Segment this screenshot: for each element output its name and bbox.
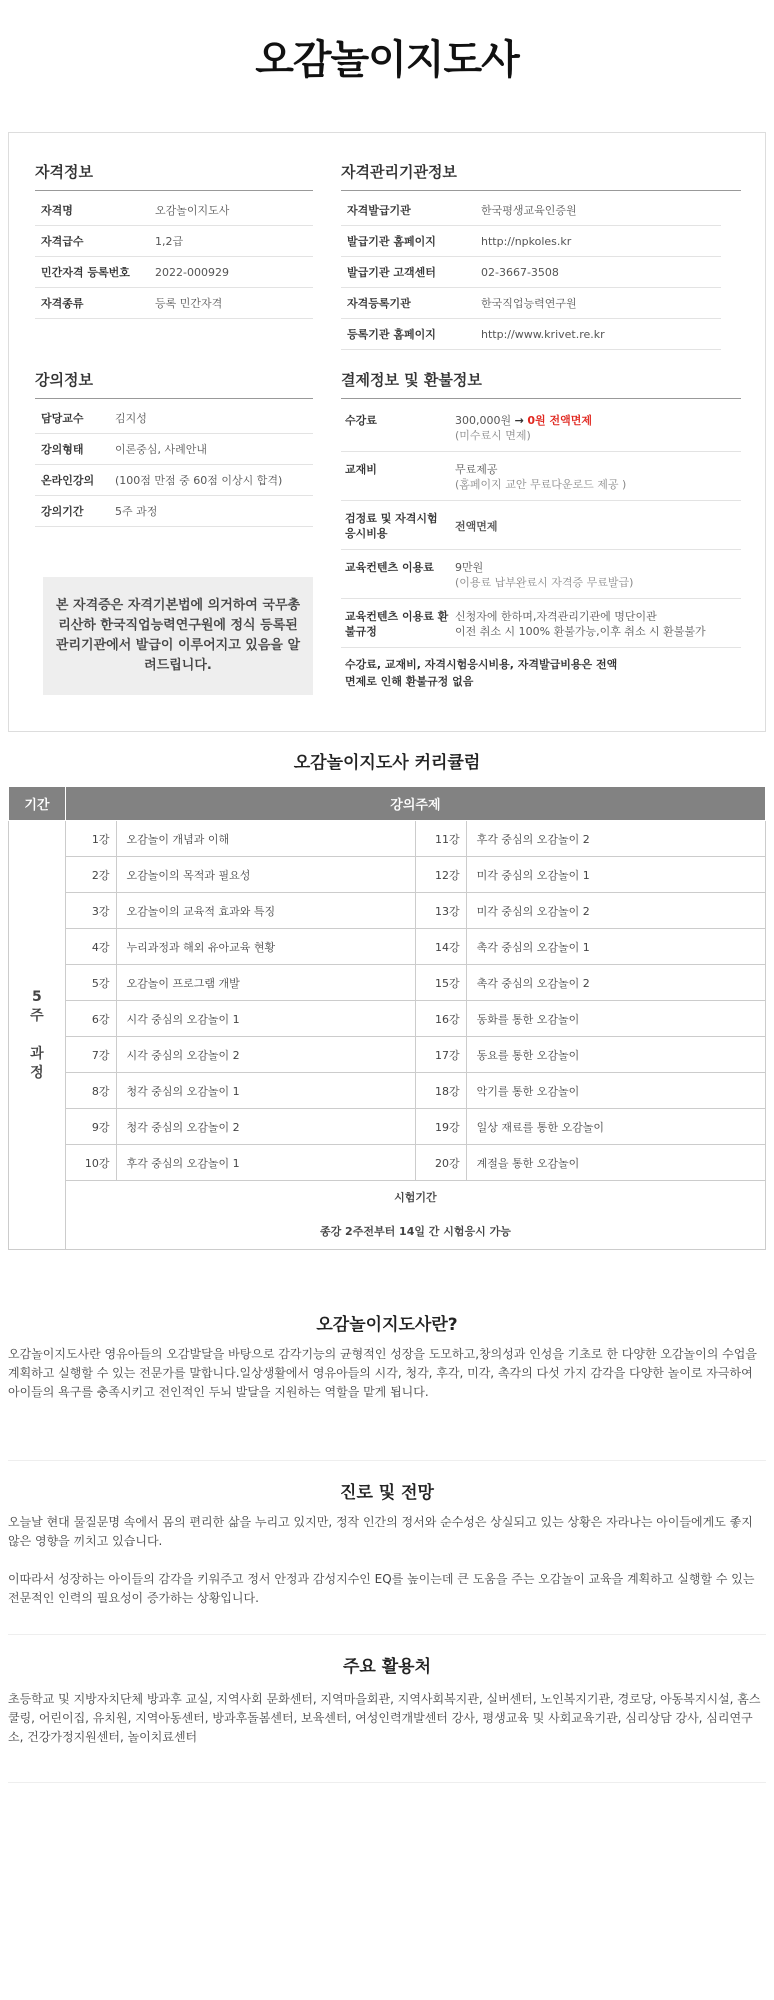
lecture-topic: 오감놀이의 목적과 필요성	[116, 857, 415, 893]
agency-key: 발급기관 고객센터	[347, 266, 436, 279]
material-main: 무료제공	[455, 463, 498, 476]
payment-table	[341, 403, 741, 698]
agency-key: 등록기관 홈페이지	[347, 328, 436, 341]
topic-header: 강의주제	[65, 787, 765, 821]
lecture-number: 10강	[65, 1145, 116, 1181]
lecture-value: 5주 과정	[115, 505, 158, 518]
lecture-section-title: 강의정보	[35, 369, 313, 399]
divider	[8, 1782, 766, 1783]
exam-fee-value: 전액면제	[455, 519, 498, 533]
content-fee-row	[341, 550, 741, 599]
content-fee-main: 9만원	[455, 561, 484, 574]
table-row	[9, 1001, 766, 1037]
lecture-number: 15강	[415, 965, 466, 1001]
agency-table	[341, 195, 721, 350]
table-row	[9, 857, 766, 893]
material-row	[341, 452, 741, 501]
curriculum-table	[8, 786, 766, 1250]
agency-row	[341, 226, 721, 257]
cert-key: 민간자격 등록번호	[41, 266, 130, 279]
lecture-topic: 동화를 통한 오감놀이	[466, 1001, 765, 1037]
lecture-value: 김지성	[115, 412, 147, 425]
cert-key: 자격급수	[41, 235, 84, 248]
lecture-row	[35, 465, 313, 496]
content-fee-note: (이용료 납부완료시 자격증 무료발급)	[455, 576, 634, 589]
refund-key: 교육컨텐츠 이용료 환불규정	[345, 610, 449, 638]
payment-section-title: 결제정보 및 환불정보	[341, 369, 741, 399]
material-note: (홈페이지 교안 무료다운로드 제공 )	[455, 478, 627, 491]
material-value	[455, 462, 741, 492]
lecture-topic: 악기를 통한 오감놀이	[466, 1073, 765, 1109]
agency-homepage-link[interactable]: http://npkoles.kr	[481, 234, 572, 248]
cert-table	[35, 195, 313, 319]
content-fee-value	[455, 560, 741, 590]
cert-value: 오감놀이지도사	[155, 204, 230, 217]
agency-value: 한국평생교육인증원	[481, 204, 577, 217]
lecture-topic: 후각 중심의 오감놀이 1	[116, 1145, 415, 1181]
exam-title: 시험기간	[394, 1191, 437, 1204]
agency-key: 발급기관 홈페이지	[347, 235, 436, 248]
certification-notice: 본 자격증은 자격기본법에 의거하여 국무총리산하 한국직업능력연구원에 정식 등록된 관리기관에서 발급이 이루어지고 있음을 알려드립니다.	[43, 577, 313, 695]
registry-homepage-link[interactable]: http://www.krivet.re.kr	[481, 327, 605, 341]
table-row	[9, 1109, 766, 1145]
cert-key: 자격명	[41, 204, 73, 217]
curriculum-header-row	[9, 787, 766, 821]
lecture-number: 3강	[65, 893, 116, 929]
lecture-topic: 오감놀이 프로그램 개발	[116, 965, 415, 1001]
content-fee-key: 교육컨텐츠 이용료	[345, 561, 434, 574]
lecture-number: 2강	[65, 857, 116, 893]
lecture-topic: 누리과정과 해외 유아교육 현황	[116, 929, 415, 965]
period-header: 기간	[9, 787, 66, 821]
table-row	[9, 893, 766, 929]
agency-key: 자격등록기관	[347, 297, 411, 310]
lecture-topic: 시각 중심의 오감놀이 1	[116, 1001, 415, 1037]
period-cell: 5 주 과 정	[9, 821, 66, 1250]
exam-fee-row	[341, 501, 741, 550]
lecture-number: 5강	[65, 965, 116, 1001]
career-paragraph-1: 오늘날 현대 물질문명 속에서 몸의 편리한 삶을 누리고 있지만, 정작 인간의 정서와 순수성은 상실되고 있는 상황은 자라나는 아이들에게도 좋지 않은 영향을 끼치고 있습니다.	[8, 1515, 753, 1548]
exam-row	[9, 1181, 766, 1250]
lecture-row	[35, 434, 313, 465]
table-row	[9, 929, 766, 965]
lecture-topic: 청각 중심의 오감놀이 1	[116, 1073, 415, 1109]
lecture-number: 12강	[415, 857, 466, 893]
lecture-key: 강의형태	[41, 443, 84, 456]
about-body: 오감놀이지도사란 영유아들의 오감발달을 바탕으로 감각기능의 균형적인 성장을 도모하고,창의성과 인성을 기초로 한 다양한 오감놀이의 수업을 계획하고 실행할 수 있는 전문가를 말합니다.일상생활에서 영유아들의 시각, 청각, 후각, 미각, 촉각의 다섯 가지 감각을 다양한 놀이로 자극하여 아이들의 욕구를 충족시키고 전인적인 두뇌 발달을 지원하는 역할을 맡게 됩니다.	[8, 1347, 757, 1399]
tuition-note: (미수료시 면제)	[455, 429, 531, 442]
refund-row	[341, 599, 741, 648]
lecture-number: 4강	[65, 929, 116, 965]
arrow-icon: →	[514, 414, 524, 427]
curriculum-title: 오감놀이지도사 커리큘럼	[293, 753, 481, 773]
lecture-topic: 일상 재료를 통한 오감놀이	[466, 1109, 765, 1145]
cert-value: 2022-000929	[155, 265, 229, 279]
lecture-topic: 오감놀이 개념과 이해	[116, 821, 415, 857]
lecture-number: 6강	[65, 1001, 116, 1037]
tuition-value	[455, 413, 741, 443]
table-row	[9, 1073, 766, 1109]
lecture-key: 온라인강의	[41, 474, 95, 487]
refund-line-2: 이전 취소 시 100% 환불가능,이후 취소 시 환불불가	[455, 625, 706, 638]
material-key: 교재비	[345, 463, 377, 476]
lecture-number: 20강	[415, 1145, 466, 1181]
lecture-number: 17강	[415, 1037, 466, 1073]
cert-key: 자격종류	[41, 297, 84, 310]
lecture-number: 7강	[65, 1037, 116, 1073]
career-paragraph-2: 이따라서 성장하는 아이들의 감각을 키워주고 정서 안정과 감성지수인 EQ를 높이는데 큰 도움을 주는 오감놀이 교육을 계획하고 실행할 수 있는 전문적인 인력의 필요성이 증가하는 상황입니다.	[8, 1572, 755, 1605]
lecture-topic: 미각 중심의 오감놀이 2	[466, 893, 765, 929]
cert-row	[35, 257, 313, 288]
table-row	[9, 1037, 766, 1073]
agency-value: 02-3667-3508	[481, 265, 559, 279]
agency-key: 자격발급기관	[347, 204, 411, 217]
lecture-number: 18강	[415, 1073, 466, 1109]
lecture-number: 16강	[415, 1001, 466, 1037]
cert-value: 1,2급	[155, 235, 184, 248]
divider	[8, 1460, 766, 1461]
cert-section-title: 자격정보	[35, 161, 313, 191]
lecture-row	[35, 403, 313, 434]
exam-fee-key: 검정료 및 자격시험 응시비용	[345, 512, 438, 540]
lecture-key: 담당교수	[41, 412, 84, 425]
cert-row	[35, 195, 313, 226]
lecture-topic: 계절을 통한 오감놀이	[466, 1145, 765, 1181]
tuition-key: 수강료	[345, 414, 377, 427]
lecture-topic: 미각 중심의 오감놀이 1	[466, 857, 765, 893]
table-row	[9, 1145, 766, 1181]
agency-row	[341, 288, 721, 319]
exam-description: 종강 2주전부터 14일 간 시험응시 가능	[319, 1225, 511, 1238]
tuition-row	[341, 403, 741, 452]
agency-section-title: 자격관리기관정보	[341, 161, 741, 191]
refund-value	[455, 609, 741, 639]
lecture-row	[35, 496, 313, 527]
lecture-number: 19강	[415, 1109, 466, 1145]
payment-footer: 수강료, 교재비, 자격시험응시비용, 자격발급비용은 전액면제로 인해 환불규정 없음	[345, 658, 618, 688]
agency-row	[341, 257, 721, 288]
cert-row	[35, 226, 313, 257]
lecture-topic: 시각 중심의 오감놀이 2	[116, 1037, 415, 1073]
lecture-number: 14강	[415, 929, 466, 965]
tuition-price: 300,000원	[455, 414, 512, 427]
lecture-topic: 청각 중심의 오감놀이 2	[116, 1109, 415, 1145]
exam-cell	[65, 1181, 765, 1250]
cert-row	[35, 288, 313, 319]
page-title: 오감놀이지도사	[255, 37, 519, 83]
agency-row	[341, 319, 721, 350]
table-row	[9, 965, 766, 1001]
lecture-number: 8강	[65, 1073, 116, 1109]
lecture-number: 9강	[65, 1109, 116, 1145]
tuition-free: 0원 전액면제	[527, 414, 592, 427]
lecture-table	[35, 403, 313, 527]
table-row	[9, 821, 766, 857]
lecture-value: 이론중심, 사례안내	[115, 443, 208, 456]
agency-row	[341, 195, 721, 226]
lecture-topic: 동요를 통한 오감놀이	[466, 1037, 765, 1073]
divider	[8, 1634, 766, 1635]
info-box	[8, 132, 766, 732]
lecture-topic: 후각 중심의 오감놀이 2	[466, 821, 765, 857]
lecture-key: 강의기간	[41, 505, 84, 518]
usage-body: 초등학교 및 지방자치단체 방과후 교실, 지역사회 문화센터, 지역마을회관, 지역사회복지관, 실버센터, 노인복지기관, 경로당, 아동복지시설, 홈스쿨링, 어린이집, 유치원, 지역아동센터, 방과후돌봄센터, 보육센터, 여성인력개발센터 강사, 평생교육 및 사회교육기관, 심리상담 강사, 심리연구소, 건강가정지원센터, 놀이치료센터	[8, 1692, 761, 1744]
cert-value: 등록 민간자격	[155, 297, 223, 310]
lecture-topic: 촉각 중심의 오감놀이 1	[466, 929, 765, 965]
about-title: 오감놀이지도사란?	[316, 1315, 458, 1335]
career-title: 진로 및 전망	[340, 1483, 434, 1503]
lecture-topic: 촉각 중심의 오감놀이 2	[466, 965, 765, 1001]
lecture-number: 13강	[415, 893, 466, 929]
lecture-topic: 오감놀이의 교육적 효과와 특징	[116, 893, 415, 929]
refund-line-1: 신청자에 한하며,자격관리기관에 명단이관	[455, 610, 657, 623]
agency-value: 한국직업능력연구원	[481, 297, 577, 310]
lecture-number: 1강	[65, 821, 116, 857]
lecture-value: (100점 만점 중 60점 이상시 합격)	[115, 474, 283, 487]
lecture-number: 11강	[415, 821, 466, 857]
usage-title: 주요 활용처	[342, 1657, 432, 1677]
